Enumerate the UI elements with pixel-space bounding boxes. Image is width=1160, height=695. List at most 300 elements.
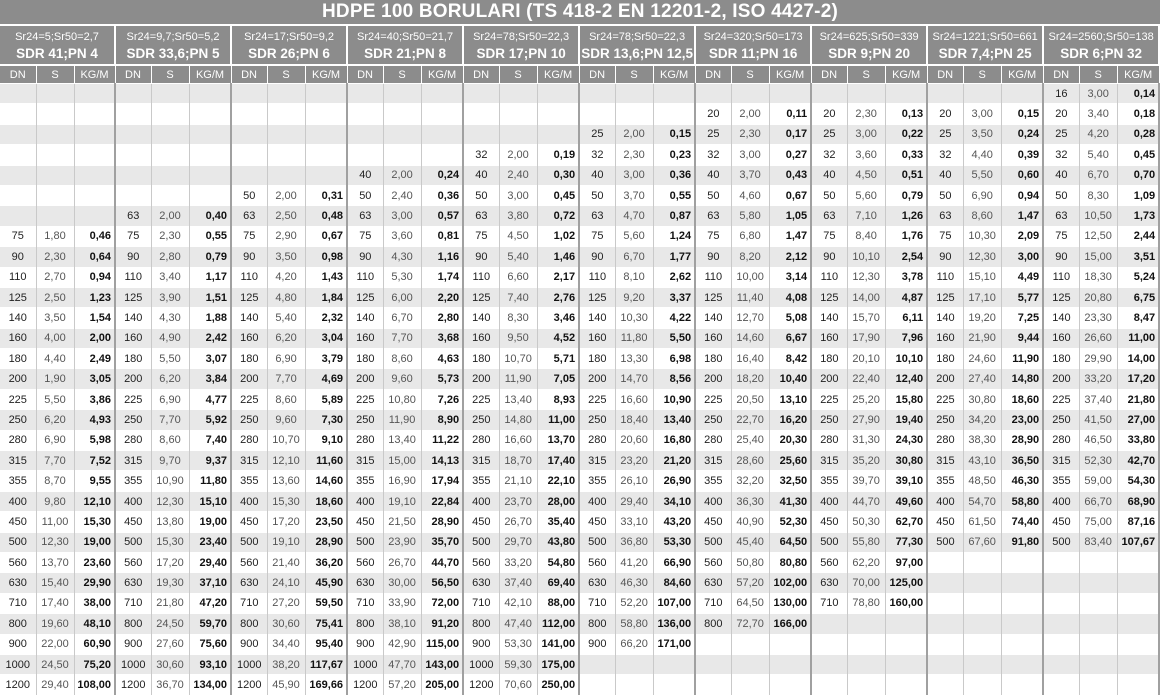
dn-cell: 63: [927, 206, 963, 226]
s-cell: [963, 675, 1001, 695]
kgm-cell: 4,77: [189, 389, 231, 409]
s-cell: 22,40: [847, 369, 885, 389]
kgm-cell: [74, 185, 115, 205]
kgm-cell: 4,87: [885, 287, 927, 307]
dn-cell: 140: [579, 308, 615, 328]
dn-cell: 225: [463, 389, 499, 409]
s-cell: 15,30: [267, 491, 305, 511]
s-cell: 13,30: [615, 349, 653, 369]
kgm-cell: 4,49: [1001, 267, 1043, 287]
kgm-cell: 8,47: [1117, 308, 1159, 328]
group-sdr-label: SDR 41;PN 4: [16, 45, 98, 61]
dn-cell: 75: [695, 226, 731, 246]
kgm-cell: [305, 84, 347, 104]
group-stress-label: Sr24=17;Sr50=9,2: [244, 30, 334, 43]
s-cell: 3,00: [499, 185, 537, 205]
dn-cell: 110: [1043, 267, 1079, 287]
dn-cell: 280: [695, 430, 731, 450]
s-cell: 6,70: [1079, 165, 1117, 185]
kgm-cell: 18,60: [305, 491, 347, 511]
s-cell: 14,70: [615, 369, 653, 389]
s-cell: 2,00: [383, 165, 421, 185]
dn-cell: 355: [695, 471, 731, 491]
s-cell: 9,50: [499, 328, 537, 348]
s-cell: [267, 165, 305, 185]
dn-cell: 75: [1043, 226, 1079, 246]
s-cell: 2,40: [383, 185, 421, 205]
table-row: [0, 226, 1159, 246]
group-sdr-label: SDR 11;PN 16: [708, 45, 798, 61]
kgm-cell: 1,88: [189, 308, 231, 328]
s-cell: 11,80: [615, 328, 653, 348]
dn-cell: 20: [927, 104, 963, 124]
s-cell: 36,80: [615, 532, 653, 552]
column-header-s: S: [267, 65, 305, 84]
kgm-cell: 5,73: [421, 369, 463, 389]
dn-cell: 560: [347, 552, 383, 572]
dn-cell: 40: [695, 165, 731, 185]
group-stress-label: Sr24=78;Sr50=22,3: [589, 30, 686, 43]
group-stress-label: Sr24=78;Sr50=22,3: [473, 30, 570, 43]
s-cell: 6,20: [151, 369, 189, 389]
s-cell: [383, 124, 421, 144]
column-header-dn: DN: [231, 65, 267, 84]
kgm-cell: 58,80: [1001, 491, 1043, 511]
s-cell: 18,30: [1079, 267, 1117, 287]
group-header-5: [579, 25, 695, 65]
kgm-cell: 22,10: [537, 471, 579, 491]
s-cell: 42,90: [383, 634, 421, 654]
kgm-cell: 0,45: [537, 185, 579, 205]
kgm-cell: 7,96: [885, 328, 927, 348]
s-cell: 8,60: [963, 206, 1001, 226]
s-cell: 10,50: [1079, 206, 1117, 226]
dn-cell: 710: [115, 593, 151, 613]
s-cell: [847, 634, 885, 654]
s-cell: 2,30: [731, 124, 769, 144]
dn-cell: [115, 145, 151, 165]
column-header-s: S: [36, 65, 74, 84]
s-cell: 6,90: [151, 389, 189, 409]
kgm-cell: 0,28: [1117, 124, 1159, 144]
s-cell: 26,70: [499, 512, 537, 532]
s-cell: 24,60: [963, 349, 1001, 369]
dn-cell: 450: [1043, 512, 1079, 532]
kgm-cell: 11,00: [1117, 328, 1159, 348]
s-cell: 11,90: [383, 410, 421, 430]
s-cell: 44,70: [847, 491, 885, 511]
kgm-cell: 1,43: [305, 267, 347, 287]
s-cell: [963, 634, 1001, 654]
kgm-cell: 136,00: [653, 614, 695, 634]
s-cell: 13,60: [267, 471, 305, 491]
column-header-dn: DN: [463, 65, 499, 84]
s-cell: [1079, 634, 1117, 654]
s-cell: [615, 654, 653, 674]
s-cell: 23,90: [383, 532, 421, 552]
s-cell: [963, 552, 1001, 572]
dn-cell: 125: [695, 287, 731, 307]
s-cell: 38,20: [267, 654, 305, 674]
column-header-dn: DN: [579, 65, 615, 84]
kgm-cell: 6,67: [769, 328, 811, 348]
s-cell: 6,80: [731, 226, 769, 246]
kgm-cell: 38,00: [74, 593, 115, 613]
dn-cell: 180: [231, 349, 267, 369]
s-cell: 28,60: [731, 451, 769, 471]
column-header-kgm: KG/M: [421, 65, 463, 84]
dn-cell: 1200: [347, 675, 383, 695]
kgm-cell: 2,54: [885, 247, 927, 267]
s-cell: 24,10: [267, 573, 305, 593]
column-header-kgm: KG/M: [305, 65, 347, 84]
dn-cell: 560: [231, 552, 267, 572]
dn-cell: 225: [231, 389, 267, 409]
s-cell: 2,00: [615, 124, 653, 144]
kgm-cell: 35,70: [421, 532, 463, 552]
dn-cell: 32: [1043, 145, 1079, 165]
kgm-cell: 0,36: [421, 185, 463, 205]
dn-cell: 250: [115, 410, 151, 430]
dn-cell: [115, 124, 151, 144]
kgm-cell: [653, 84, 695, 104]
dn-cell: 315: [231, 451, 267, 471]
dn-cell: 315: [695, 451, 731, 471]
dn-cell: 710: [579, 593, 615, 613]
kgm-cell: 0,13: [885, 104, 927, 124]
table-row: [0, 491, 1159, 511]
kgm-cell: 45,90: [305, 573, 347, 593]
kgm-cell: 2,49: [74, 349, 115, 369]
dn-cell: 710: [0, 593, 36, 613]
kgm-cell: [885, 654, 927, 674]
table-row: [0, 389, 1159, 409]
group-header-4: [463, 25, 579, 65]
kgm-cell: 0,30: [537, 165, 579, 185]
pipe-spec-table: [0, 24, 1160, 695]
kgm-cell: [1117, 593, 1159, 613]
kgm-cell: 75,41: [305, 614, 347, 634]
dn-cell: [927, 654, 963, 674]
dn-cell: 225: [579, 389, 615, 409]
s-cell: 2,50: [36, 287, 74, 307]
table-row: [0, 145, 1159, 165]
table-row: [0, 573, 1159, 593]
kgm-cell: 3,68: [421, 328, 463, 348]
dn-cell: [1043, 593, 1079, 613]
dn-cell: 1200: [231, 675, 267, 695]
kgm-cell: 107,67: [1117, 532, 1159, 552]
kgm-cell: [1117, 675, 1159, 695]
kgm-cell: 0,33: [885, 145, 927, 165]
kgm-cell: 36,20: [305, 552, 347, 572]
kgm-cell: 125,00: [885, 573, 927, 593]
kgm-cell: 43,20: [653, 512, 695, 532]
dn-cell: 500: [579, 532, 615, 552]
dn-cell: 900: [579, 634, 615, 654]
kgm-cell: [305, 145, 347, 165]
kgm-cell: 34,10: [653, 491, 695, 511]
dn-cell: 710: [695, 593, 731, 613]
dn-cell: 630: [115, 573, 151, 593]
dn-cell: 63: [1043, 206, 1079, 226]
kgm-cell: 2,76: [537, 287, 579, 307]
kgm-cell: 2,20: [421, 287, 463, 307]
s-cell: 36,70: [151, 675, 189, 695]
dn-cell: 180: [0, 349, 36, 369]
dn-cell: 110: [115, 267, 151, 287]
dn-cell: 160: [1043, 328, 1079, 348]
s-cell: 4,30: [151, 308, 189, 328]
s-cell: 4,80: [267, 287, 305, 307]
dn-cell: 630: [463, 573, 499, 593]
dn-cell: [0, 104, 36, 124]
kgm-cell: 28,90: [305, 532, 347, 552]
kgm-cell: 9,55: [74, 471, 115, 491]
column-header-dn: DN: [695, 65, 731, 84]
kgm-cell: 23,50: [305, 512, 347, 532]
dn-cell: 355: [811, 471, 847, 491]
kgm-cell: [1117, 654, 1159, 674]
kgm-cell: 1,23: [74, 287, 115, 307]
kgm-cell: [421, 145, 463, 165]
kgm-cell: 42,70: [1117, 451, 1159, 471]
s-cell: 12,30: [151, 491, 189, 511]
dn-cell: 40: [579, 165, 615, 185]
dn-cell: 630: [231, 573, 267, 593]
dn-cell: 90: [811, 247, 847, 267]
kgm-cell: 0,81: [421, 226, 463, 246]
kgm-cell: 91,80: [1001, 532, 1043, 552]
s-cell: 5,60: [847, 185, 885, 205]
dn-cell: 450: [695, 512, 731, 532]
group-header-row: [0, 25, 1159, 65]
dn-cell: [231, 124, 267, 144]
kgm-cell: 13,40: [653, 410, 695, 430]
dn-cell: 315: [463, 451, 499, 471]
group-header-8: [927, 25, 1043, 65]
s-cell: 16,90: [383, 471, 421, 491]
kgm-cell: 166,00: [769, 614, 811, 634]
dn-cell: 800: [695, 614, 731, 634]
kgm-cell: 0,27: [769, 145, 811, 165]
dn-cell: 32: [463, 145, 499, 165]
s-cell: 23,70: [499, 491, 537, 511]
s-cell: 36,30: [731, 491, 769, 511]
s-cell: 4,30: [383, 247, 421, 267]
dn-cell: 180: [115, 349, 151, 369]
s-cell: [151, 145, 189, 165]
kgm-cell: 1,77: [653, 247, 695, 267]
column-header-s: S: [963, 65, 1001, 84]
dn-cell: 125: [347, 287, 383, 307]
dn-cell: [927, 552, 963, 572]
dn-cell: [231, 84, 267, 104]
kgm-cell: 1,84: [305, 287, 347, 307]
s-cell: 58,80: [615, 614, 653, 634]
kgm-cell: [305, 104, 347, 124]
s-cell: [847, 654, 885, 674]
dn-cell: 400: [0, 491, 36, 511]
kgm-cell: 2,12: [769, 247, 811, 267]
dn-cell: 180: [579, 349, 615, 369]
kgm-cell: 1,51: [189, 287, 231, 307]
dn-cell: 500: [0, 532, 36, 552]
kgm-cell: [74, 124, 115, 144]
s-cell: 37,40: [1079, 389, 1117, 409]
s-cell: [151, 84, 189, 104]
s-cell: [963, 654, 1001, 674]
dn-cell: 1200: [115, 675, 151, 695]
dn-cell: 75: [231, 226, 267, 246]
dn-cell: [0, 206, 36, 226]
kgm-cell: [421, 124, 463, 144]
s-cell: [1079, 654, 1117, 674]
dn-cell: 200: [115, 369, 151, 389]
s-cell: [36, 124, 74, 144]
kgm-cell: 1,47: [1001, 206, 1043, 226]
kgm-cell: 171,00: [653, 634, 695, 654]
kgm-cell: 6,98: [653, 349, 695, 369]
dn-cell: 450: [927, 512, 963, 532]
table-row: [0, 512, 1159, 532]
kgm-cell: 0,55: [653, 185, 695, 205]
kgm-cell: 41,30: [769, 491, 811, 511]
kgm-cell: 0,46: [74, 226, 115, 246]
kgm-cell: 1,76: [885, 226, 927, 246]
kgm-cell: 19,00: [74, 532, 115, 552]
s-cell: 3,00: [847, 124, 885, 144]
kgm-cell: 7,52: [74, 451, 115, 471]
column-header-s: S: [847, 65, 885, 84]
dn-cell: 355: [231, 471, 267, 491]
kgm-cell: 12,40: [885, 369, 927, 389]
dn-cell: 110: [0, 267, 36, 287]
s-cell: 13,80: [151, 512, 189, 532]
column-header-dn: DN: [1043, 65, 1079, 84]
dn-cell: 250: [811, 410, 847, 430]
kgm-cell: 0,98: [305, 247, 347, 267]
s-cell: 72,70: [731, 614, 769, 634]
kgm-cell: 1,17: [189, 267, 231, 287]
dn-cell: 160: [811, 328, 847, 348]
kgm-cell: 4,93: [74, 410, 115, 430]
dn-cell: 225: [0, 389, 36, 409]
table-row: [0, 471, 1159, 491]
s-cell: 30,60: [151, 654, 189, 674]
dn-cell: 25: [579, 124, 615, 144]
kgm-cell: 0,36: [653, 165, 695, 185]
kgm-cell: 8,93: [537, 389, 579, 409]
dn-cell: 90: [1043, 247, 1079, 267]
dn-cell: [231, 145, 267, 165]
dn-cell: 250: [463, 410, 499, 430]
kgm-cell: 0,40: [189, 206, 231, 226]
kgm-cell: 59,50: [305, 593, 347, 613]
s-cell: 70,00: [847, 573, 885, 593]
kgm-cell: 1,02: [537, 226, 579, 246]
s-cell: 52,20: [615, 593, 653, 613]
dn-cell: 400: [347, 491, 383, 511]
s-cell: 4,20: [1079, 124, 1117, 144]
s-cell: 42,10: [499, 593, 537, 613]
table-body: [0, 84, 1159, 695]
dn-cell: 40: [811, 165, 847, 185]
kgm-cell: 5,24: [1117, 267, 1159, 287]
table-row: [0, 593, 1159, 613]
column-header-kgm: KG/M: [769, 65, 811, 84]
dn-cell: 400: [231, 491, 267, 511]
dn-cell: [1043, 654, 1079, 674]
dn-cell: [347, 104, 383, 124]
s-cell: 15,10: [963, 267, 1001, 287]
kgm-cell: 28,00: [537, 491, 579, 511]
kgm-cell: 14,00: [1117, 349, 1159, 369]
kgm-cell: 175,00: [537, 654, 579, 674]
dn-cell: 90: [463, 247, 499, 267]
s-cell: [731, 675, 769, 695]
s-cell: 2,00: [151, 206, 189, 226]
dn-cell: [1043, 614, 1079, 634]
kgm-cell: 0,24: [1001, 124, 1043, 144]
s-cell: [151, 165, 189, 185]
kgm-cell: 0,15: [653, 124, 695, 144]
dn-cell: 110: [695, 267, 731, 287]
s-cell: 21,80: [151, 593, 189, 613]
s-cell: 16,40: [731, 349, 769, 369]
kgm-cell: 0,55: [189, 226, 231, 246]
dn-cell: 560: [579, 552, 615, 572]
dn-cell: 560: [463, 552, 499, 572]
kgm-cell: 84,60: [653, 573, 695, 593]
s-cell: 3,00: [1079, 84, 1117, 104]
kgm-cell: [537, 124, 579, 144]
kgm-cell: 0,24: [421, 165, 463, 185]
dn-cell: 900: [231, 634, 267, 654]
group-stress-label: Sr24=320;Sr50=173: [703, 30, 803, 43]
kgm-cell: 0,57: [421, 206, 463, 226]
dn-cell: 355: [115, 471, 151, 491]
s-cell: 33,90: [383, 593, 421, 613]
dn-cell: 50: [927, 185, 963, 205]
kgm-cell: 18,60: [1001, 389, 1043, 409]
dn-cell: [1043, 675, 1079, 695]
kgm-cell: 97,00: [885, 552, 927, 572]
group-header-6: [695, 25, 811, 65]
kgm-cell: [1001, 614, 1043, 634]
dn-cell: 250: [695, 410, 731, 430]
kgm-cell: 12,10: [74, 491, 115, 511]
s-cell: 2,30: [36, 247, 74, 267]
s-cell: 67,60: [963, 532, 1001, 552]
dn-cell: 125: [231, 287, 267, 307]
s-cell: 8,60: [151, 430, 189, 450]
kgm-cell: 75,20: [74, 654, 115, 674]
dn-cell: [579, 104, 615, 124]
group-stress-label: Sr24=40;Sr50=21,7: [357, 30, 454, 43]
group-header-3: [347, 25, 463, 65]
kgm-cell: 0,23: [653, 145, 695, 165]
dn-cell: 225: [115, 389, 151, 409]
s-cell: 2,80: [151, 247, 189, 267]
column-header-dn: DN: [347, 65, 383, 84]
s-cell: 27,40: [963, 369, 1001, 389]
s-cell: 11,40: [731, 287, 769, 307]
dn-cell: 280: [811, 430, 847, 450]
kgm-cell: 8,56: [653, 369, 695, 389]
s-cell: 11,90: [499, 369, 537, 389]
dn-cell: [463, 124, 499, 144]
